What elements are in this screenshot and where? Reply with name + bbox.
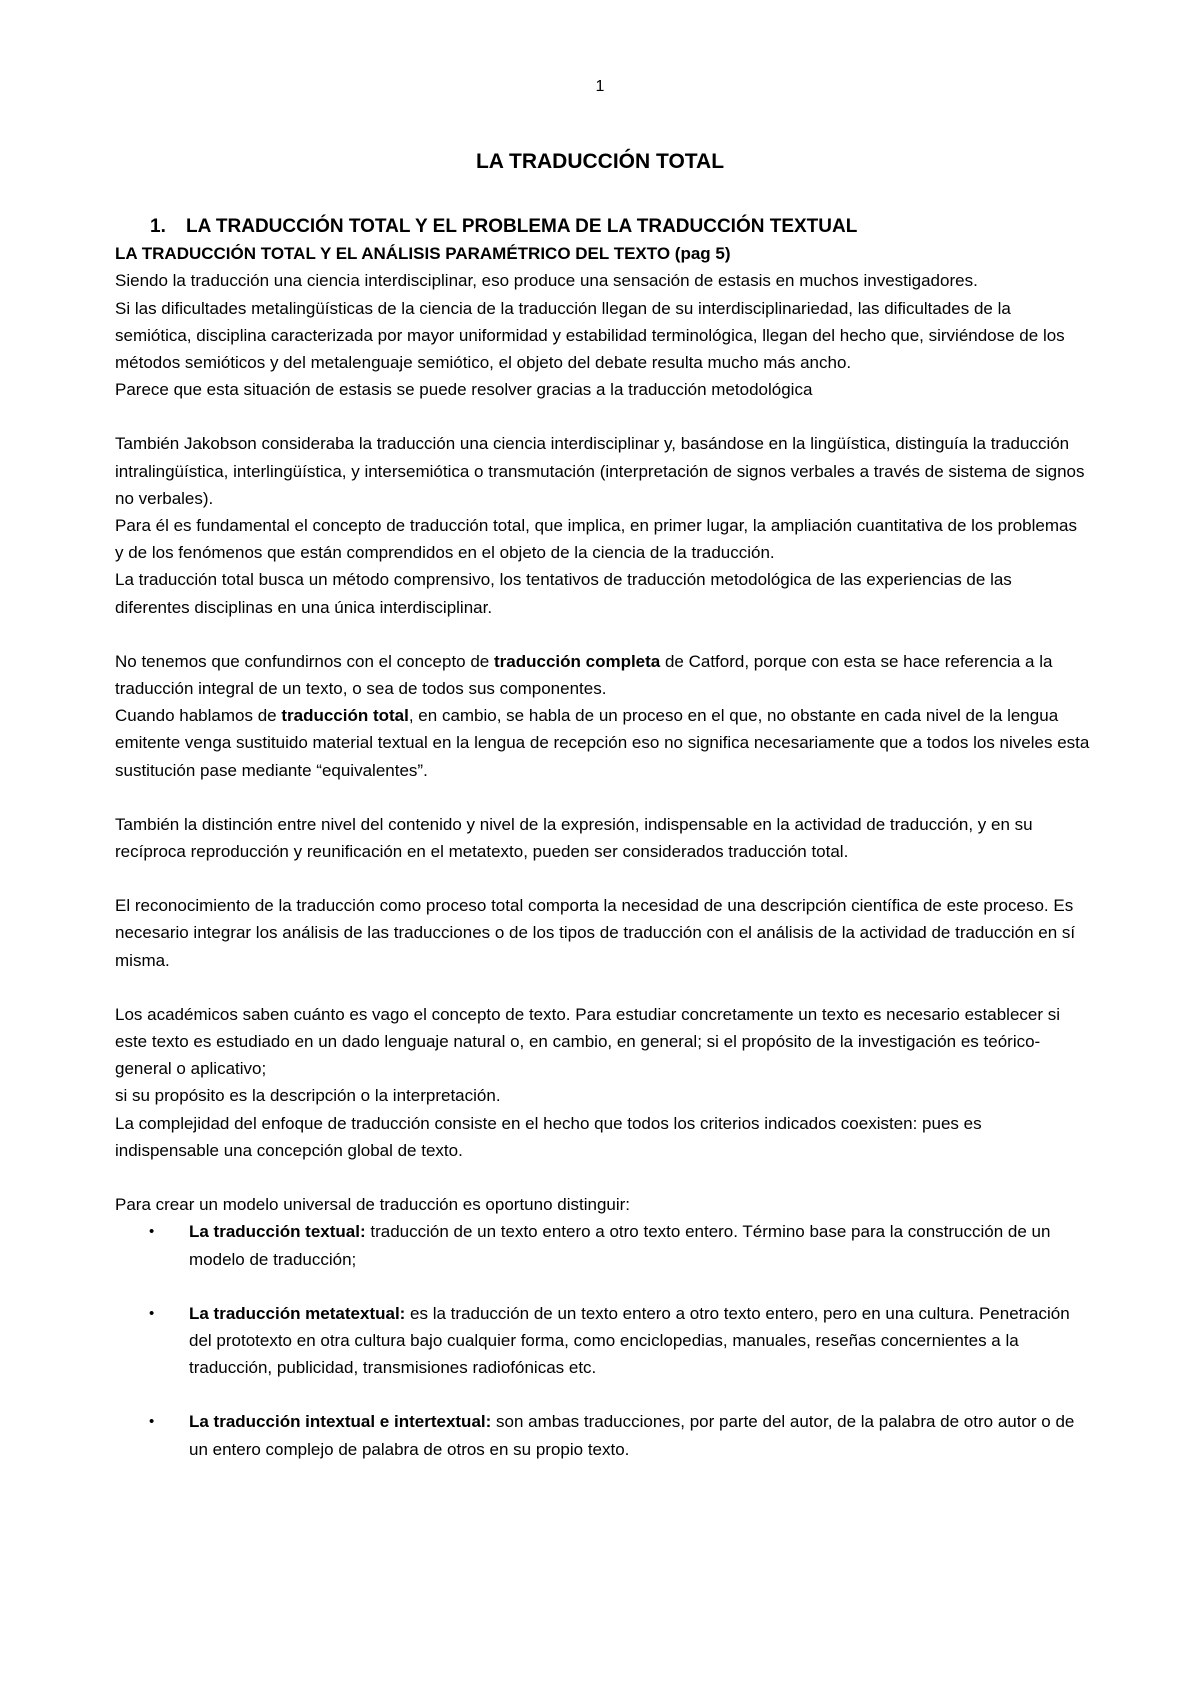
list-item (115, 1408, 1090, 1462)
text-run: Cuando hablamos de (115, 706, 282, 726)
bold-term: traducción total (281, 706, 409, 726)
text-run: es la traducción de un texto entero a otro texto entero, pero en una cultura. Penetración del prototexto en otra cultura bajo cualquier forma, como enciclopedias, manuales, reseñas concernientes a la traducción, publicidad, transmisiones radiofónicas etc. (189, 1303, 1070, 1378)
paragraph: También Jakobson consideraba la traducción una ciencia interdisciplinar y, basándose en la lingüística, distinguía la traducción intralingüística, interlingüística, y intersemiótica o transmutación (interpretación de signos verbales a través de sistema de signos no verbales). (115, 434, 1085, 508)
text-run: No tenemos que confundirnos con el concepto de (115, 651, 494, 671)
text-run: traducción de un texto entero a otro texto entero. Término base para la construcción de un modelo de traducción; (189, 1222, 1051, 1269)
bold-term: La traducción textual: (189, 1222, 366, 1242)
paragraph: El reconocimiento de la traducción como proceso total comporta la necesidad de una descripción científica de este proceso. Es necesario integrar los análisis de las traducciones o de los tipos de traducción con el análisis de la actividad de traducción en sí misma. (115, 896, 1076, 970)
paragraph: Si las dificultades metalingüísticas de la ciencia de la traducción llegan de su interdisciplinariedad, las dificultades de la semiótica, disciplina caracterizada por mayor uniformidad y estabilidad terminológica, llegan del hecho que, sirviéndose de los métodos semióticos y del metalenguaje semiótico, el objeto del debate resulta mucho más ancho. (115, 298, 1065, 373)
bold-term: La traducción intextual e intertextual: (189, 1412, 492, 1432)
section-heading (115, 213, 1090, 240)
section-heading-text: LA TRADUCCIÓN TOTAL Y EL PROBLEMA DE LA TRADUCCIÓN TEXTUAL (186, 216, 858, 237)
section-number: 1. (150, 216, 166, 237)
bold-term: traducción completa (493, 651, 661, 671)
paragraph: Para crear un modelo universal de traducción es oportuno distinguir: (115, 1195, 631, 1215)
document-body (115, 213, 1090, 1463)
text-run: de Catford, porque con esta se hace referencia a la traducción integral de un texto, o sea de todos sus componentes. (115, 651, 1053, 699)
bullet-icon: • (149, 1223, 155, 1241)
paragraph: Los académicos saben cuánto es vago el concepto de texto. Para estudiar concretamente un texto es necesario establecer si este texto es estudiado en un dado lenguaje natural o, en cambio, en general; si el propósito de la investigación es teórico-general o aplicativo; (115, 1004, 1061, 1079)
bold-term: La traducción metatextual: (189, 1303, 406, 1323)
bullet-list (115, 1218, 1090, 1462)
document-title: LA TRADUCCIÓN TOTAL (475, 150, 725, 173)
bullet-icon: • (149, 1304, 155, 1322)
text-run: , en cambio, se habla de un proceso en el que, no obstante en cada nivel de la lengua emitente venga sustituido material textual en la lengua de recepción eso no significa necesariamente que a todos los niveles esta sustitución pase mediante “equivalentes”. (115, 706, 1090, 780)
paragraph: si su propósito es la descripción o la interpretación. (115, 1086, 501, 1106)
page-number: 1 (595, 78, 605, 95)
list-item (115, 1218, 1090, 1272)
text-run: son ambas traducciones, por parte del autor, de la palabra de otro autor o de un entero complejo de palabra de otros en su propio texto. (189, 1412, 1075, 1459)
list-item (115, 1300, 1090, 1382)
paragraph: Parece que esta situación de estasis se puede resolver gracias a la traducción metodológica (115, 380, 813, 400)
paragraph: También la distinción entre nivel del contenido y nivel de la expresión, indispensable en la actividad de traducción, y en su recíproca reproducción y reunificación en el metatexto, pueden ser considerados traducción total. (115, 814, 1033, 862)
subheading: LA TRADUCCIÓN TOTAL Y EL ANÁLISIS PARAMÉTRICO DEL TEXTO (pag 5) (115, 244, 731, 264)
paragraph: Para él es fundamental el concepto de traducción total, que implica, en primer lugar, la ampliación cuantitativa de los problemas y de los fenómenos que están comprendidos en el objeto de la ciencia de la traducción. (115, 516, 1077, 563)
paragraph: Siendo la traducción una ciencia interdisciplinar, eso produce una sensación de estasis en muchos investigadores. (115, 271, 978, 291)
bullet-icon: • (149, 1413, 155, 1431)
paragraph (115, 648, 1090, 702)
paragraph (115, 702, 1090, 784)
paragraph: La traducción total busca un método comprensivo, los tentativos de traducción metodológica de las experiencias de las diferentes disciplinas en una única interdisciplinar. (115, 570, 1012, 617)
paragraph: La complejidad del enfoque de traducción consiste en el hecho que todos los criterios indicados coexisten: pues es indispensable una concepción global de texto. (115, 1113, 982, 1160)
